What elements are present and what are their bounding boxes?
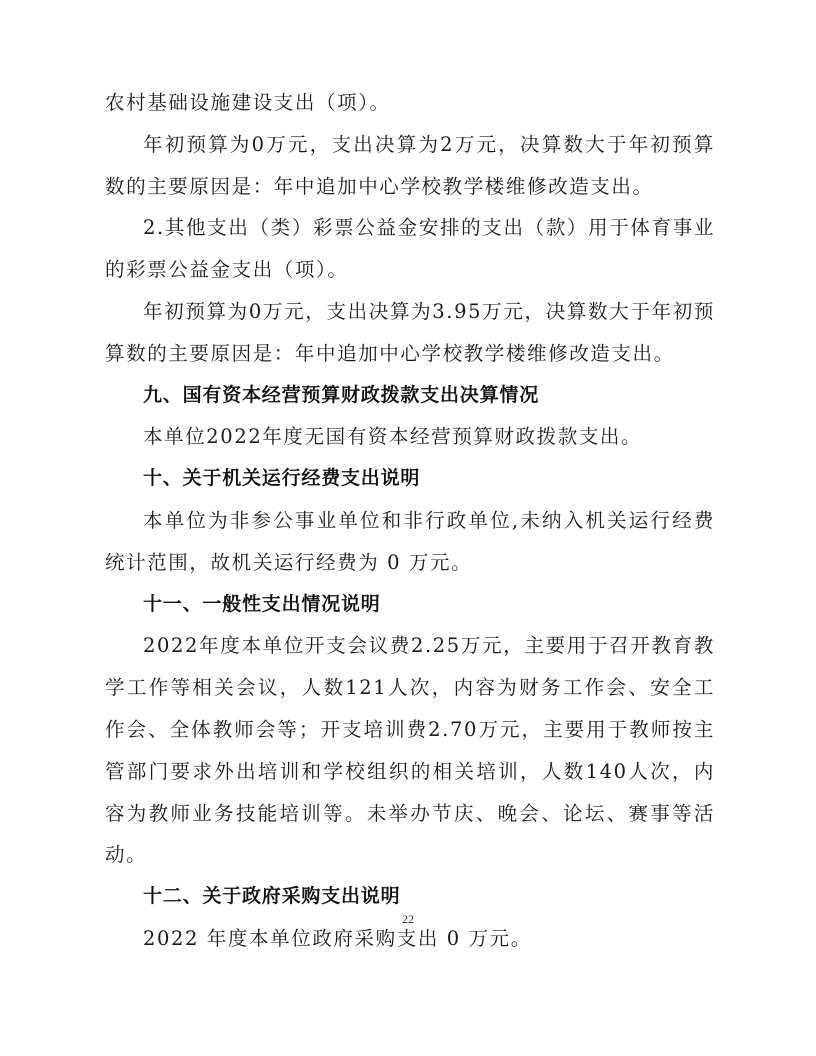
paragraph-state-capital: 本单位2022年度无国有资本经营预算财政拨款支出。 [143,425,643,449]
document-body [105,82,715,960]
paragraph-operating-expenses: 本单位为非参公事业单位和非行政单位,未纳入机关运行经费统计范围，故机关运行经费为 0 万元。 [105,508,715,574]
paragraph-lottery-fund-item: 2.其他支出（类）彩票公益金安排的支出（款）用于体育事业的彩票公益金支出（项）。 [105,216,715,282]
section-heading-state-capital: 九、国有资本经营预算财政拨款支出决算情况 [143,383,540,406]
section-heading-general-expenses: 十一、一般性支出情况说明 [143,592,381,615]
section-heading-procurement: 十二、关于政府采购支出说明 [143,885,401,908]
paragraph-procurement: 2022 年度本单位政府采购支出 0 万元。 [143,926,532,950]
paragraph-lottery-budget-explanation: 年初预算为0万元，支出决算为3.95万元，决算数大于年初预算数的主要原因是：年中追加中心学校教学楼维修改造支出。 [105,299,715,365]
paragraph-rural-budget-explanation: 年初预算为0万元，支出决算为2万元，决算数大于年初预算数的主要原因是：年中追加中心学校教学楼维修改造支出。 [105,132,715,198]
section-heading-operating-expenses: 十、关于机关运行经费支出说明 [143,467,421,490]
page-number: 22 [402,912,414,926]
paragraph-rural-infrastructure-item: 农村基础设施建设支出（项）。 [105,91,391,114]
paragraph-general-expenses: 2022年度本单位开支会议费2.25万元，主要用于召开教育教学工作等相关会议，人数121人次，内容为财务工作会、安全工作会、全体教师会等；开支培训费2.70万元，主要用于教师按主管部门要求外出培训和学校组织的相关培训，人数140人次，内容为教师业务技能培训等。未举办节庆、晚会、论坛、赛事等活动。 [105,634,715,867]
